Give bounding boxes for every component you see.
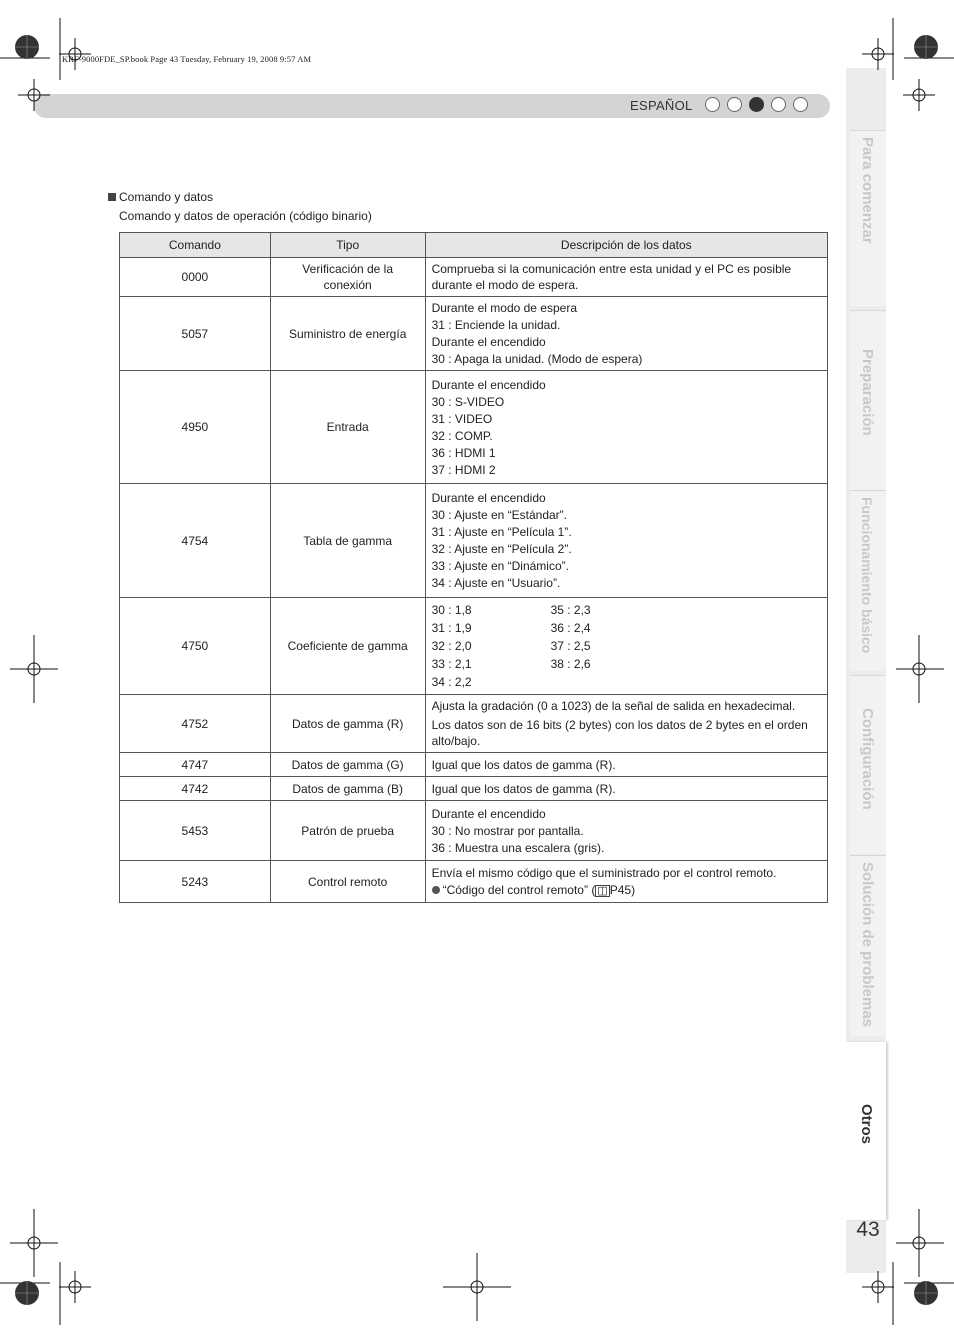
gamma-value: 36 : 2,4 [550,621,591,635]
description-line: Comprueba si la comunicación entre esta unidad y el PC es posible durante el modo de espera. [431,262,792,292]
description-line: 37 : HDMI 2 [431,462,496,477]
command-cell: 4750 [120,598,271,695]
description-line: Igual que los datos de gamma (R). [431,757,616,772]
type-cell: Tabla de gamma [270,484,425,598]
description-line: 30 : No mostrar por pantalla. [431,823,584,838]
type-cell: Entrada [270,371,425,484]
side-tab-label: Preparación [859,349,876,436]
description-line: Durante el encendido [431,806,546,821]
side-tab-label: Otros [858,1104,875,1145]
description-line: Durante el modo de espera [431,301,578,315]
gamma-value: 37 : 2,5 [550,639,591,653]
description-line: 30 : Ajuste en “Estándar”. [431,508,567,522]
description-line: 33 : Ajuste en “Dinámico”. [431,559,569,573]
description-line: Durante el encendido [431,335,546,349]
description-line: Ajusta la gradación (0 a 1023) de la señal de salida en hexadecimal. [431,699,796,713]
description-line: 32 : Ajuste en “Película 2”. [431,542,572,556]
column-header-description: Descripción de los datos [425,233,827,258]
cross-reference-page[interactable]: P45 [609,883,632,897]
command-cell: 4747 [120,753,271,777]
gamma-value: 31 : 1,9 [431,621,472,635]
description-line: Igual que los datos de gamma (R). [431,781,616,796]
type-cell: Patrón de prueba [270,801,425,861]
type-cell: Datos de gamma (B) [270,777,425,801]
type-cell: Datos de gamma (G) [270,753,425,777]
gamma-value: 38 : 2,6 [550,657,591,671]
gamma-value: 35 : 2,3 [550,603,591,617]
type-cell: Verificación de la conexión [270,258,425,297]
description-line: Envía el mismo código que el suministrado por el control remoto. [431,866,777,880]
command-cell: 4754 [120,484,271,598]
description-line: 30 : S-VIDEO [431,394,505,409]
column-header-command: Comando [120,233,271,258]
gamma-value: 30 : 1,8 [431,603,472,617]
command-cell: 4752 [120,695,271,753]
description-line: 34 : Ajuste en “Usuario”. [431,576,561,590]
type-cell: Datos de gamma (R) [270,695,425,753]
description-line: 30 : Apaga la unidad. (Modo de espera) [431,352,643,366]
description-line: 31 : Ajuste en “Película 1”. [431,525,572,539]
description-line: 36 : Muestra una escalera (gris). [431,840,605,855]
description-line: Los datos son de 16 bits (2 bytes) con los datos de 2 bytes en el orden alto/bajo. [431,718,808,748]
side-tab-label: Solución de problemas [859,862,876,1028]
description-line: Durante el encendido [431,377,546,392]
description-line: 31 : VIDEO [431,411,493,426]
command-cell: 5453 [120,801,271,861]
command-cell: 5057 [120,297,271,371]
type-cell: Control remoto [270,861,425,903]
description-line: Durante el encendido [431,491,546,505]
command-cell: 5243 [120,861,271,903]
language-label: ESPAÑOL [630,98,693,113]
side-tab-label: Funcionamiento básico [859,497,875,654]
book-reference-icon: ◫ [597,885,608,897]
gamma-value: 33 : 2,1 [431,657,472,671]
print-header: KRF-9000FDE_SP.book Page 43 Tuesday, February 19, 2008 9:57 AM [62,54,312,64]
type-cell: Suministro de energía [270,297,425,371]
column-header-type: Tipo [270,233,425,258]
section-subtitle: Comando y datos de operación (código binario) [119,209,372,223]
description-line: 31 : Enciende la unidad. [431,318,561,332]
cross-reference-text: “Código del control remoto” ( [442,883,596,897]
command-cell: 4742 [120,777,271,801]
description-line: 36 : HDMI 1 [431,445,496,460]
page-number: 43 [856,1218,880,1241]
side-tab-label: Para comenzar [859,137,876,244]
type-cell: Coeficiente de gamma [270,598,425,695]
section-title-text: Comando y datos [119,190,214,204]
gamma-value: 34 : 2,2 [431,675,472,689]
cross-reference-close: ) [631,883,636,897]
side-tab-label: Configuración [859,708,876,810]
command-cell: 0000 [120,258,271,297]
description-line: 32 : COMP. [431,428,493,443]
command-cell: 4950 [120,371,271,484]
gamma-value: 32 : 2,0 [431,639,472,653]
